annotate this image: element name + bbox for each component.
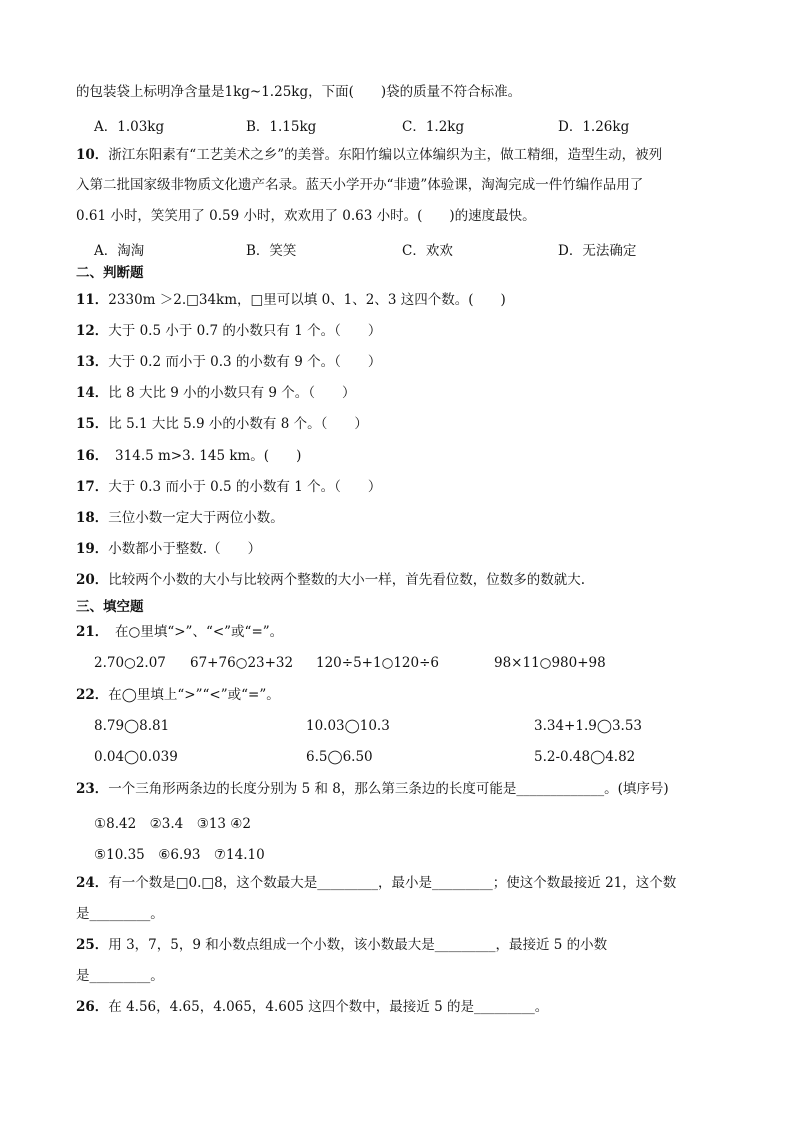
q13 (76, 353, 381, 371)
q18 (76, 509, 284, 527)
q14-text: 比 8 大比 9 小的小数只有 9 个。（ ） (108, 385, 356, 401)
q23-choices-row-1: ①8.42 ②3.4 ③13 ④2 (94, 816, 251, 832)
q21-item-2: 67+76○23+32 (190, 655, 294, 671)
q9-stem: 的包装袋上标明净含量是1kg~1.25kg，下面( )袋的质量不符合标准。 (76, 84, 522, 100)
q22-item-1: 8.79◯8.81 (94, 718, 170, 734)
q10-text-1: 浙江东阳素有“工艺美术之乡”的美誉。东阳竹编以立体编织为主，做工精细，造型生动，被列 (108, 147, 663, 163)
q23 (76, 780, 669, 798)
q10-option-d: D．无法确定 (558, 243, 637, 259)
q24-line-1 (76, 874, 676, 892)
q11-number: 11． (76, 292, 109, 308)
q18-number: 18． (76, 510, 109, 526)
q19-text: 小数都小于整数.（ ） (108, 541, 262, 557)
q21-item-1: 2.70○2.07 (94, 655, 166, 671)
q15-text: 比 5.1 大比 5.9 小的小数有 8 个。（ ） (108, 416, 368, 432)
q22-item-4: 0.04◯0.039 (94, 749, 178, 765)
q25-line-2: 是_________。 (76, 968, 164, 984)
q21-item-4: 98×11○980+98 (494, 655, 606, 671)
section-3-title: 三、填空题 (76, 599, 144, 615)
q25-line-1 (76, 936, 607, 954)
q10-number: 10． (76, 147, 109, 163)
q19-number: 19． (76, 541, 109, 557)
q21-text: 在○里填“>”、“<”或“=”。 (101, 624, 284, 640)
q17-text: 大于 0.3 而小于 0.5 的小数有 1 个。（ ） (108, 479, 382, 495)
q22-text: 在◯里填上“>”“<”或“=”。 (108, 687, 280, 703)
q12-text: 大于 0.5 小于 0.7 的小数只有 1 个。（ ） (108, 323, 382, 339)
q22-item-2: 10.03◯10.3 (306, 718, 390, 734)
q17-number: 17． (76, 479, 109, 495)
q23-choices-row-2: ⑤10.35 ⑥6.93 ⑦14.10 (94, 847, 265, 863)
q24-number: 24． (76, 875, 109, 891)
q26-number: 26． (76, 999, 109, 1015)
q9-option-b: B．1.15kg (246, 119, 317, 135)
section-2-title: 二、判断题 (76, 265, 144, 281)
q24-line-2: 是_________。 (76, 906, 164, 922)
q15 (76, 415, 368, 433)
q9-option-c: C．1.2kg (402, 119, 465, 135)
q16 (76, 447, 301, 465)
q10-option-a: A．淘淘 (94, 243, 145, 259)
q9-option-a: A．1.03kg (94, 119, 165, 135)
q11-text: 2330m ＞2.□34km，□里可以填 0、1、2、3 这四个数。( ) (108, 292, 506, 308)
q24-text-1: 有一个数是□0.□8，这个数最大是_________，最小是_________；使这个数最接近 21，这个数 (108, 875, 677, 891)
q10-option-c: C．欢欢 (402, 243, 453, 259)
q16-number: 16． (76, 448, 102, 464)
q16-text: 314.5 m>3. 145 km。( ) (101, 448, 302, 464)
q22 (76, 686, 280, 704)
q20 (76, 571, 585, 589)
q9-option-d: D．1.26kg (558, 119, 630, 135)
q18-text: 三位小数一定大于两位小数。 (108, 510, 284, 526)
q17 (76, 478, 381, 496)
q10-line-3: 0.61 小时，笑笑用了 0.59 小时，欢欢用了 0.63 小时。( )的速度最快。 (76, 208, 536, 224)
q22-item-5: 6.5◯6.50 (306, 749, 373, 765)
q20-text: 比较两个小数的大小与比较两个整数的大小一样，首先看位数，位数多的数就大. (108, 572, 586, 588)
q26 (76, 998, 548, 1016)
q23-number: 23． (76, 781, 109, 797)
q12 (76, 322, 381, 340)
q22-item-6: 5.2-0.48◯4.82 (534, 749, 636, 765)
q21-number: 21． (76, 624, 102, 640)
q15-number: 15． (76, 416, 109, 432)
q22-item-3: 3.34+1.9◯3.53 (534, 718, 643, 734)
q26-text: 在 4.56，4.65，4.065，4.605 这四个数中，最接近 5 的是_________。 (108, 999, 549, 1015)
q25-text-1: 用 3，7，5，9 和小数点组成一个小数，该小数最大是_________，最接近 5 的小数 (108, 937, 608, 953)
q19 (76, 540, 261, 558)
q22-number: 22． (76, 687, 109, 703)
q13-text: 大于 0.2 而小于 0.3 的小数有 9 个。（ ） (108, 354, 382, 370)
q25-number: 25． (76, 937, 109, 953)
q13-number: 13． (76, 354, 109, 370)
q10-line-1 (76, 146, 662, 164)
q10-line-2: 入第二批国家级非物质文化遗产名录。蓝天小学开办“非遗”体验课，淘淘完成一件竹编作品用了 (76, 177, 644, 193)
q23-text: 一个三角形两条边的长度分别为 5 和 8，那么第三条边的长度可能是_____________。(填序号) (108, 781, 669, 797)
q21-item-3: 120÷5+1○120÷6 (316, 655, 440, 671)
q11 (76, 291, 506, 309)
q14 (76, 384, 356, 402)
q20-number: 20． (76, 572, 109, 588)
q12-number: 12． (76, 323, 109, 339)
q14-number: 14． (76, 385, 109, 401)
q21 (76, 623, 283, 641)
q10-option-b: B．笑笑 (246, 243, 297, 259)
